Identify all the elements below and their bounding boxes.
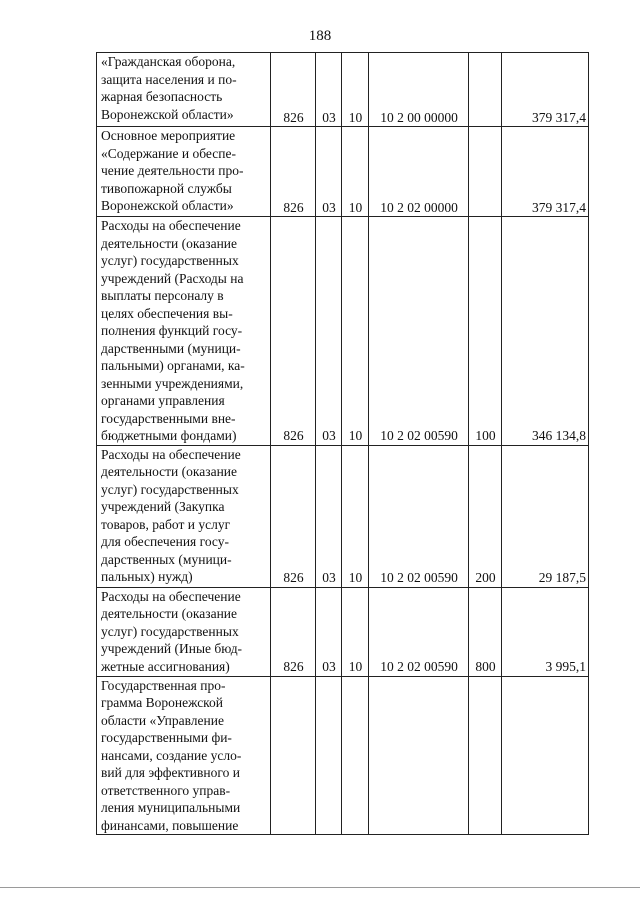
pr-cell: 10 (342, 127, 369, 217)
vr-cell: 800 (469, 587, 502, 676)
csr-cell (369, 676, 469, 835)
pr-cell: 10 (342, 587, 369, 676)
gr-cell: 826 (271, 445, 316, 587)
scan-edge-line (0, 887, 640, 888)
table-row (97, 445, 589, 587)
gr-cell: 826 (271, 217, 316, 446)
pr-cell: 10 (342, 53, 369, 127)
vr-cell: 100 (469, 217, 502, 446)
csr-cell: 10 2 02 00590 (369, 445, 469, 587)
rz-cell (316, 676, 342, 835)
csr-cell: 10 2 02 00590 (369, 587, 469, 676)
rz-cell: 03 (316, 217, 342, 446)
amount-cell: 379 317,4 (502, 127, 589, 217)
amount-cell (502, 676, 589, 835)
gr-cell: 826 (271, 127, 316, 217)
row-name-cell: Основное мероприятие «Содержание и обеспе- чение деятельности про- тивопожарной службы Воронежской области» (97, 127, 271, 217)
pr-cell: 10 (342, 445, 369, 587)
csr-cell: 10 2 02 00590 (369, 217, 469, 446)
row-name-cell: «Гражданская оборона, защита населения и по- жарная безопасность Воронежской области» (97, 53, 271, 127)
vr-cell (469, 127, 502, 217)
vr-cell (469, 676, 502, 835)
gr-cell: 826 (271, 587, 316, 676)
table-row (97, 127, 589, 217)
rz-cell: 03 (316, 445, 342, 587)
pr-cell: 10 (342, 217, 369, 446)
csr-cell: 10 2 02 00000 (369, 127, 469, 217)
gr-cell: 826 (271, 53, 316, 127)
pr-cell (342, 676, 369, 835)
amount-cell: 379 317,4 (502, 53, 589, 127)
row-name-cell: Расходы на обеспечение деятельности (оказание услуг) государственных учреждений (Закупка товаров, работ и услуг для обеспечения госу- дарственных (муници- пальных) нужд) (97, 445, 271, 587)
amount-cell: 3 995,1 (502, 587, 589, 676)
rz-cell: 03 (316, 53, 342, 127)
csr-cell: 10 2 00 00000 (369, 53, 469, 127)
amount-cell: 346 134,8 (502, 217, 589, 446)
table-row (97, 676, 589, 835)
row-name-cell: Государственная про- грамма Воронежской области «Управление государственными фи- нансами, создание усло- вий для эффективного и ответственного управ- ления муниципальными финансами, повышение (97, 676, 271, 835)
page-number: 188 (308, 28, 332, 44)
vr-cell (469, 53, 502, 127)
amount-cell: 29 187,5 (502, 445, 589, 587)
table-row (97, 587, 589, 676)
rz-cell: 03 (316, 587, 342, 676)
row-name-cell: Расходы на обеспечение деятельности (оказание услуг) государственных учреждений (Расходы на выплаты персоналу в целях обеспечения вы- полнения функций госу- дарственными (муници- пальными) органами, ка- зенными учреждениями, органами управления государственными вне- бюджетными фондами) (97, 217, 271, 446)
gr-cell (271, 676, 316, 835)
table-row (97, 217, 589, 446)
row-name-cell: Расходы на обеспечение деятельности (оказание услуг) государственных учреждений (Иные бюд- жетные ассигнования) (97, 587, 271, 676)
table-row (97, 53, 589, 127)
budget-table (96, 52, 589, 835)
vr-cell: 200 (469, 445, 502, 587)
rz-cell: 03 (316, 127, 342, 217)
